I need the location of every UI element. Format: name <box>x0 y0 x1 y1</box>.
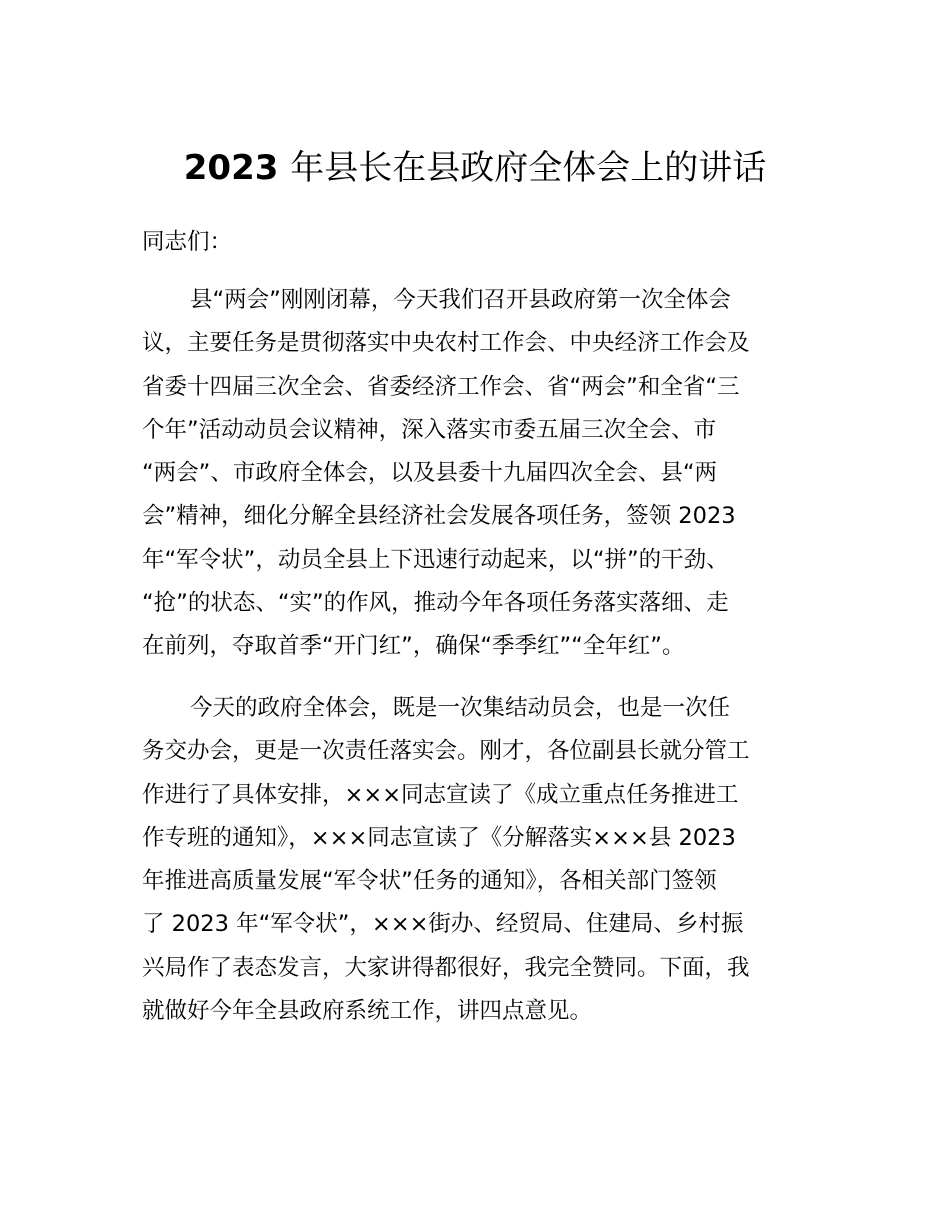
paragraph-line: “抢”的状态、“实”的作风，推动今年各项任务落实落细、走 <box>142 590 729 617</box>
paragraph-line: 了 2023 年“军令状”，×××街办、经贸局、住建局、乡村振 <box>142 911 744 938</box>
paragraph-line: 县“两会”刚刚闭幕，今天我们召开县政府第一次全体会 <box>190 287 731 313</box>
document-title-text: 年县长在县政府全体会上的讲话 <box>290 148 767 188</box>
paragraph-line: 作进行了具体安排，×××同志宣读了《成立重点任务推进工 <box>142 781 739 808</box>
paragraph <box>142 279 822 669</box>
paragraph-line: “两会”、市政府全体会，以及县委十九届四次全会、县“两 <box>142 460 717 487</box>
paragraph-line: 会”精神，细化分解全县经济社会发展各项任务，签领 2023 <box>142 503 736 530</box>
salutation: 同志们： <box>142 229 233 255</box>
paragraph-line: 年“军令状”，动员全县上下迅速行动起来，以“拼”的干劲、 <box>142 546 729 573</box>
paragraph-line: 省委十四届三次全会、省委经济工作会、省“两会”和全省“三 <box>142 373 740 400</box>
paragraph-line: 作专班的通知》，×××同志宣读了《分解落实×××县 2023 <box>142 824 736 851</box>
paragraph-line: 兴局作了表态发言，大家讲得都很好，我完全赞同。下面，我 <box>142 954 750 981</box>
paragraph-line: 就做好今年全县政府系统工作，讲四点意见。 <box>142 998 593 1025</box>
document-title <box>0 142 950 194</box>
paragraph-line: 个年”活动动员会议精神，深入落实市委五届三次全会、市 <box>142 416 717 443</box>
paragraph <box>142 687 822 1033</box>
paragraph-line: 议，主要任务是贯彻落实中央农村工作会、中央经济工作会及 <box>142 330 750 357</box>
paragraph-line: 年推进高质量发展“军令状”任务的通知》，各相关部门签领 <box>142 868 717 895</box>
paragraph-line: 在前列，夺取首季“开门红”，确保“季季红”“全年红”。 <box>142 633 685 660</box>
paragraph-line: 今天的政府全体会，既是一次集结动员会，也是一次任 <box>190 695 731 721</box>
paragraph-line: 务交办会，更是一次责任落实会。刚才，各位副县长就分管工 <box>142 738 750 765</box>
document-title-year: 2023 <box>183 148 279 188</box>
